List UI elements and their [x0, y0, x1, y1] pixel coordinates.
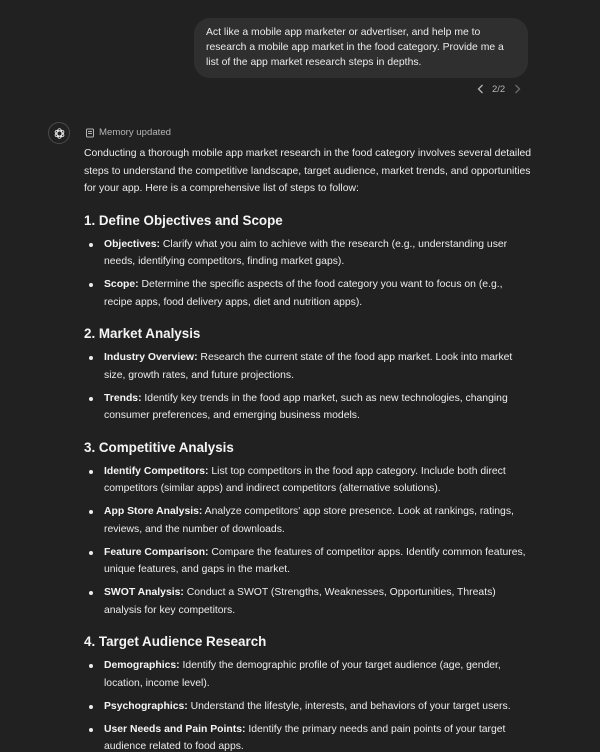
item-term: Demographics: [104, 660, 180, 671]
item-term: SWOT Analysis: [104, 587, 184, 598]
list-item [84, 698, 532, 716]
openai-logo-icon [53, 127, 66, 140]
chevron-right-icon [514, 84, 521, 94]
item-text: List top competitors in the food app category. Include both direct competitors (similar apps) and indirect competitors (alternative solutions). [104, 465, 506, 494]
item-text: Determine the specific aspects of the food category you want to focus on (e.g., recipe apps, food delivery apps, diet and nutrition apps). [104, 279, 503, 308]
item-text: Identify key trends in the food app market, such as new technologies, changing consumer preferences, and emerging business models. [104, 392, 508, 421]
list-item [84, 276, 532, 311]
item-term: User Needs and Pain Points: [104, 723, 246, 735]
section-list [84, 236, 532, 312]
item-term: App Store Analysis: [104, 506, 203, 517]
list-item [84, 236, 532, 271]
section-heading: 4. Target Audience Research [84, 634, 267, 649]
list-item [84, 503, 532, 538]
user-message-bubble [194, 18, 528, 78]
section-list [84, 657, 532, 752]
list-item [84, 721, 532, 752]
item-term: Psychographics: [104, 700, 188, 712]
item-term: Trends: [104, 392, 142, 404]
chevron-left-icon [477, 84, 484, 94]
item-text: Analyze competitors' app store presence. Look at rankings, ratings, reviews, and the number of downloads. [104, 506, 514, 535]
item-text: Clarify what you aim to achieve with the research (e.g., understanding user needs, identifying competitors, finding market gaps). [104, 238, 508, 267]
item-text: Conduct a SWOT (Strengths, Weaknesses, Opportunities, Threats) analysis for key competitors. [104, 587, 496, 616]
item-text: Compare the features of competitor apps. Identify common features, unique features, and gaps in the market. [104, 546, 526, 575]
pager-label: 2/2 [492, 83, 506, 95]
user-message-text: Act like a mobile app marketer or advertiser, and help me to research a mobile app market in the food category. Provide me a list of the app market research steps in depths. [206, 27, 504, 68]
item-term: Identify Competitors: [104, 465, 209, 477]
section-list [84, 463, 532, 620]
item-text: Identify the demographic profile of your target audience (age, gender, location, income level). [104, 660, 501, 689]
list-item [84, 349, 532, 384]
next-response-button[interactable] [511, 83, 523, 95]
item-text: Research the current state of the food app market. Look into market size, growth rates, and future projections. [104, 352, 513, 381]
assistant-response [84, 145, 532, 752]
item-term: Feature Comparison: [104, 546, 209, 558]
list-item [84, 390, 532, 425]
assistant-avatar [48, 122, 70, 144]
memory-updated-indicator[interactable] [85, 126, 171, 139]
previous-response-button[interactable] [474, 83, 486, 95]
memory-updated-label: Memory updated [99, 127, 171, 138]
section-heading: 1. Define Objectives and Scope [84, 212, 283, 228]
list-item [84, 584, 532, 619]
list-item [84, 463, 532, 498]
response-intro: Conducting a thorough mobile app market research in the food category involves several detailed steps to understand the competitive landscape, target audience, market trends, and opportunities for your app. Here is a comprehensive list of steps to follow: [84, 148, 532, 194]
item-term: Scope: [104, 279, 139, 290]
memory-icon [85, 128, 95, 138]
response-pager [474, 82, 523, 96]
section-heading: 2. Market Analysis [84, 326, 201, 341]
list-item [84, 544, 532, 579]
item-term: Industry Overview: [104, 352, 198, 363]
section-list [84, 349, 532, 425]
item-text: Identify the primary needs and pain points of your target audience related to food apps. [104, 723, 506, 752]
item-term: Objectives: [104, 238, 161, 250]
item-text: Understand the lifestyle, interests, and behaviors of your target users. [187, 700, 511, 712]
list-item [84, 657, 532, 692]
section-heading: 3. Competitive Analysis [84, 439, 234, 455]
